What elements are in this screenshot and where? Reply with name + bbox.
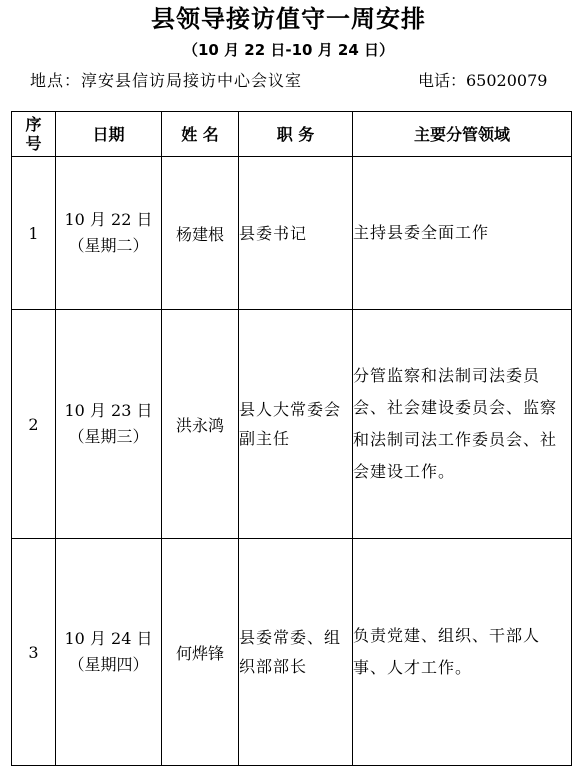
- header-area: 主要分管领域: [353, 112, 572, 157]
- header-seq: [12, 112, 56, 157]
- cell-position: 县人大常委会副主任: [239, 310, 353, 539]
- header-position: 职 务: [239, 112, 353, 157]
- header-date: 日期: [56, 112, 162, 157]
- table-header-row: [12, 112, 572, 157]
- cell-area: 主持县委全面工作: [353, 157, 572, 310]
- table-row: [12, 310, 572, 539]
- cell-date-weekday: （星期二）: [68, 236, 149, 255]
- cell-seq: 2: [12, 310, 56, 539]
- location-text: 地点：淳安县信访局接访中心会议室: [30, 71, 303, 90]
- cell-date: [56, 157, 162, 310]
- cell-position: 县委书记: [239, 157, 353, 310]
- cell-position: 县委常委、组织部部长: [239, 539, 353, 766]
- cell-seq: 3: [12, 539, 56, 766]
- table-row: [12, 157, 572, 310]
- cell-date-weekday: （星期四）: [68, 655, 149, 674]
- cell-area: 分管监察和法制司法委员会、社会建设委员会、监察和法制司法工作委员会、社会建设工作。: [353, 310, 572, 539]
- page-title: 县领导接访值守一周安排: [151, 5, 426, 33]
- phone-text: 电话：65020079: [418, 71, 548, 90]
- header-seq-line1: 序: [25, 115, 42, 134]
- cell-date-day: 10 月 23 日: [64, 401, 153, 420]
- cell-name: 洪永鸿: [162, 310, 239, 539]
- cell-area: 负责党建、组织、干部人事、人才工作。: [353, 539, 572, 766]
- date-range-subtitle: （10 月 22 日-10 月 24 日）: [182, 41, 395, 59]
- cell-date-weekday: （星期三）: [68, 427, 149, 446]
- schedule-table: [11, 111, 572, 766]
- header-name: 姓 名: [162, 112, 239, 157]
- cell-date: [56, 539, 162, 766]
- cell-seq: 1: [12, 157, 56, 310]
- header-seq-line2: 号: [25, 134, 42, 153]
- table-row: [12, 539, 572, 766]
- cell-name: 何烨锋: [162, 539, 239, 766]
- cell-name: 杨建根: [162, 157, 239, 310]
- cell-date-day: 10 月 22 日: [64, 210, 153, 229]
- cell-date-day: 10 月 24 日: [64, 629, 153, 648]
- cell-date: [56, 310, 162, 539]
